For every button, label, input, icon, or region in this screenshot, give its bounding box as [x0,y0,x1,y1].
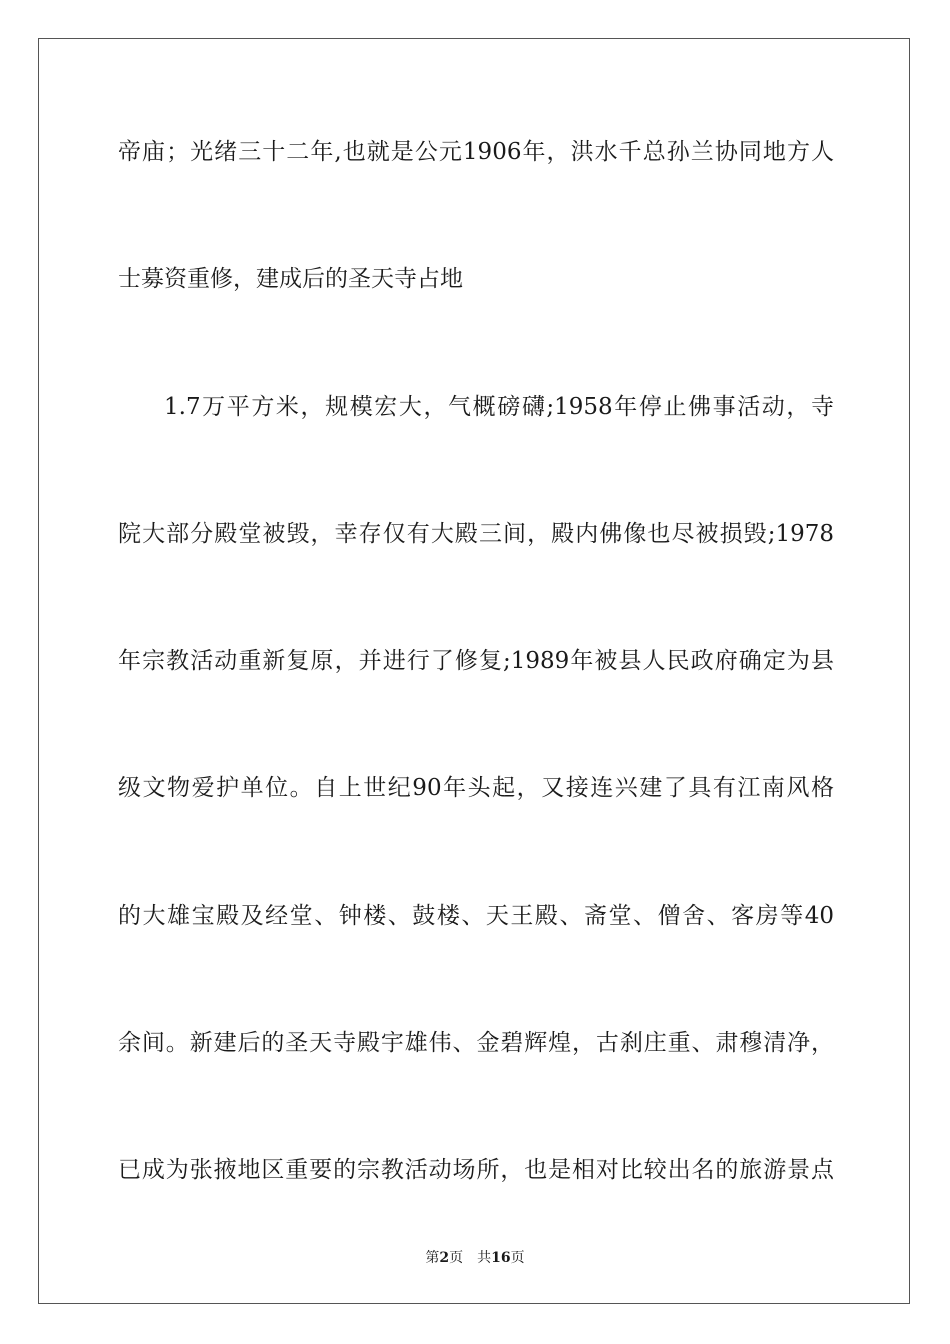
text-line: 余间。新建后的圣天寺殿宇雄伟、金碧辉煌，古刹庄重、肃穆清净， [118,1030,834,1057]
total-unit: 页 [510,1250,525,1266]
body-text [118,124,834,1270]
total-prefix: 共 [477,1250,492,1266]
page-unit: 页 [449,1250,464,1266]
text-line: 年宗教活动重新复原，并进行了修复;1989年被县人民政府确定为县 [118,648,834,675]
text-line-paragraph-start: 1.7万平方米，规模宏大，气概磅礴;1958年停止佛事活动，寺 [164,393,834,420]
text-line: 已成为张掖地区重要的宗教活动场所，也是相对比较出名的旅游景点 [118,1157,834,1184]
text-line: 院大部分殿堂被毁，幸存仅有大殿三间，殿内佛像也尽被损毁;1978 [118,520,834,547]
page-footer [0,1247,950,1267]
text-line: 级文物爱护单位。自上世纪90年头起，又接连兴建了具有江南风格 [118,775,834,802]
page-prefix: 第 [425,1250,440,1266]
text-line: 士募资重修，建成后的圣天寺占地 [118,266,463,293]
text-line: 的大雄宝殿及经堂、钟楼、鼓楼、天王殿、斋堂、僧舍、客房等40 [118,902,834,929]
text-line: 帝庙；光绪三十二年,也就是公元1906年，洪水千总孙兰协同地方人 [118,139,834,165]
page-total: 16 [491,1250,511,1266]
page-current: 2 [439,1250,450,1266]
